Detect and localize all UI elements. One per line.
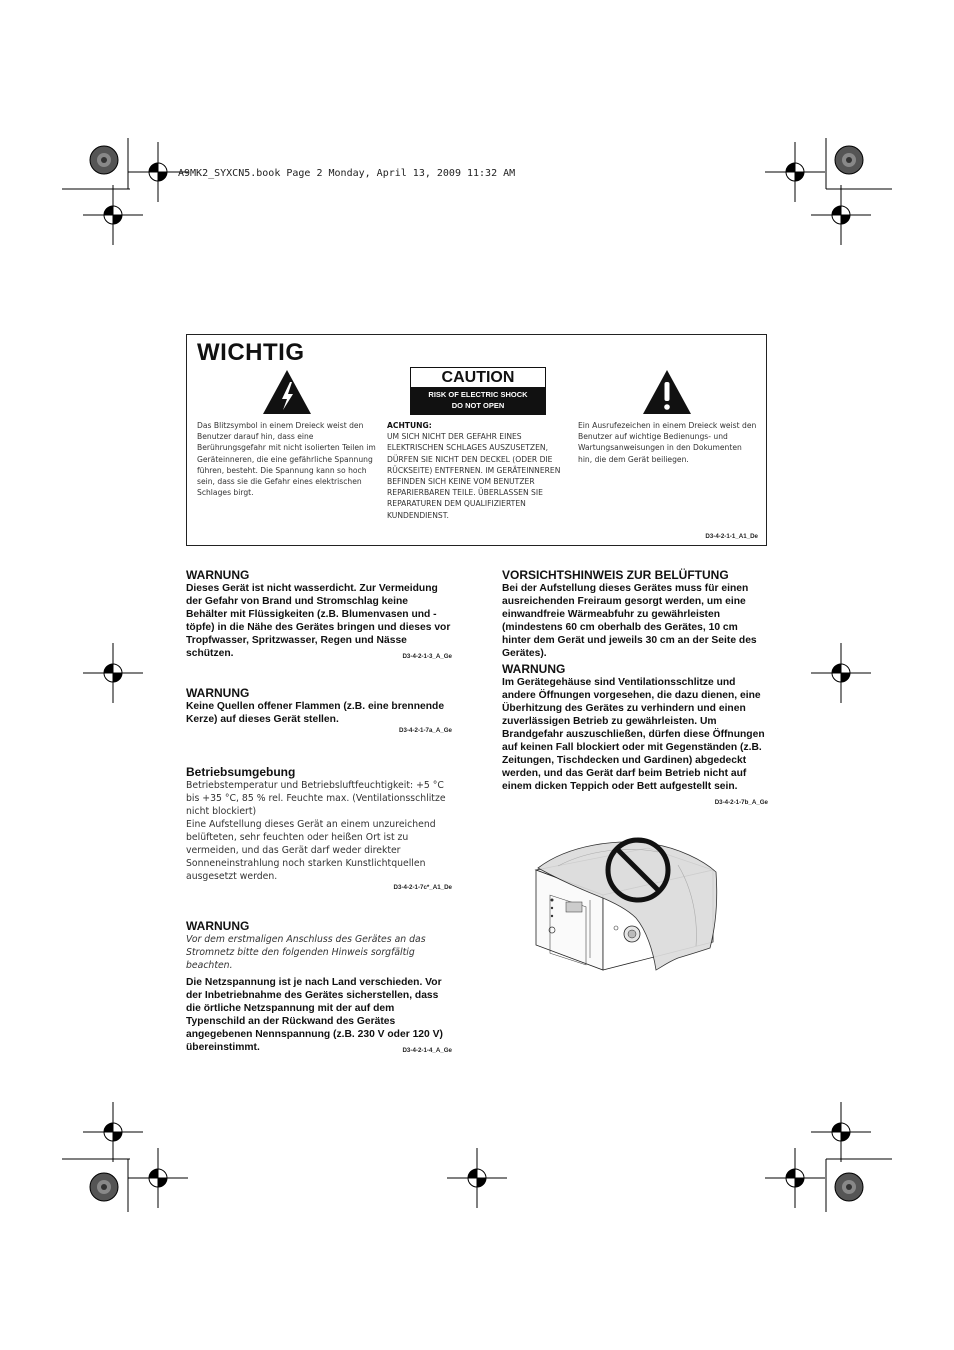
wichtig-title: WICHTIG [197,339,305,366]
achtung-label: ACHTUNG: [387,421,432,430]
section-heading: WARNUNG [186,919,250,933]
caution-subtitle [411,387,545,414]
section-code: D3-4-2-1-7a_A_Ge [399,727,452,734]
section-code: D3-4-2-1-7c*_A1_De [393,884,452,891]
covered-device-illustration [528,830,728,980]
section-code: D3-4-2-1-4_A_Ge [402,1047,452,1054]
section-heading: WARNUNG [186,568,250,582]
section-text-body: Die Netzspannung ist je nach Land verschieden. Vor der Inbetriebnahme des Gerätes sicherstellen, dass die örtliche Netzspannung mit der auf dem Typenschild an der Rückwand des Gerätes angegebenen Nennspannung (z.B. 230 V oder 120 V) übereinstimmt. [186,977,443,1053]
section-warnung-netzspannung [186,919,452,1057]
section-text-2: Eine Aufstellung dieses Gerät an einem unzureichend belüfteten, sehr feuchten oder heißen Ort ist zu vermeiden, und das Gerät darf weder direkter Sonneneinstrahlung noch starken Kunstlichtquellen ausgesetzt werden. [186,819,436,882]
caution-line-2: DO NOT OPEN [451,401,505,410]
caution-line-1: RISK OF ELECTRIC SHOCK [428,390,528,399]
achtung-text: UM SICH NICHT DER GEFAHR EINES ELEKTRISCHEN SCHLAGES AUSZUSETZEN, DÜRFEN SIE NICHT DEN DECKEL (ODER DIE RÜCKSEITE) ENTFERNEN. IM GERÄTEINNEREN BEFINDEN SICH KEINE VOM BENUTZER REPARIERBAREN TEILE. ÜBERLASSEN SIE REPARATUREN DEM QUALIFIZIERTEN KUNDENDIENST. [387,432,561,520]
lightning-explanation: Das Blitzsymbol in einem Dreieck weist den Benutzer darauf hin, dass eine Berührungsgefahr mit nicht isolierten Teilen im Geräteinneren, die eine gefährliche Spannung führen, besteht. Die Spannung kann so hoch sein, dass sie die Gefahr eines elektrischen Schlages birgt. [197,421,376,498]
section-code: D3-4-2-1-7b_A_Ge [714,799,768,806]
section-warnung-flammen [186,686,452,734]
section-heading: WARNUNG [186,686,250,700]
caution-label [410,367,546,415]
section-belueftung [502,568,768,809]
section-warnung-wasser [186,568,452,663]
section-heading: Betriebsumgebung [186,765,296,779]
wichtig-warning-box [186,334,767,546]
exclamation-explanation: Ein Ausrufezeichen in einem Dreieck weist den Benutzer auf wichtige Bedienungs- und Wartungsanweisungen in den Dokumenten hin, die dem Gerät beiliegen. [578,421,757,464]
section-text-body: Im Gerätegehäuse sind Ventilationsschlitze und andere Öffnungen vorgesehen, die dazu dienen, eine Überhitzung des Gerätes zu verhindern und einen zuverlässigen Betrieb zu gewährleisten. Um Brandgefahr auszuschließen, dürfen diese Öffnungen auf keinen Fall blockiert oder mit Gegenständen (z.B. Zeitungen, Tischdecken und Gardinen) abgedeckt werden, und das Gerät darf beim Betrieb nicht auf einem dicken Teppich oder Bett aufgestellt sein. [502,677,765,792]
achtung-block [387,420,567,521]
caution-title: CAUTION [441,369,515,386]
section-text [186,976,452,1054]
print-header-line: A9MK2_SYXCN5.book Page 2 Monday, April 13, 2009 11:32 AM [178,168,516,179]
section-heading: VORSICHTSHINWEIS ZUR BELÜFTUNG [502,568,729,582]
section-text-1: Betriebstemperatur und Betriebsluftfeuchtigkeit: +5 °C bis +35 °C, 85 % rel. Feuchte max. (Ventilationsschlitze nicht blockiert) [186,780,446,817]
wichtig-code: D3-4-2-1-1_A1_De [705,533,758,540]
section-text-body: Dieses Gerät ist nicht wasserdicht. Zur Vermeidung der Gefahr von Brand und Stromschlag keine Behälter mit Flüssigkeiten (z.B. Blumenvasen und -töpfe) in die Nähe des Gerätes bringen und dieses vor Tropfwasser, Spritzwasser, Regen und Nässe schützen. [186,583,451,659]
section-text: Bei der Aufstellung dieses Gerätes muss für einen ausreichenden Freiraum gesorgt werden, um eine einwandfreie Wärmeabfuhr zu gewährleisten (mindestens 60 cm oberhalb des Gerätes, 10 cm hinter dem Gerät und jeweils 30 cm an der Seite des Gerätes). [502,583,757,659]
section-heading-warnung: WARNUNG [502,662,566,676]
exclamation-triangle-icon [642,369,692,415]
lightning-triangle-icon [262,369,312,415]
section-text: Keine Quellen offener Flammen (z.B. eine brennende Kerze) auf dieses Gerät stellen. [186,701,445,725]
section-betriebsumgebung [186,765,452,891]
section-text [186,582,452,660]
section-italic-note: Vor dem erstmaligen Anschluss des Gerätes an das Stromnetz bitte den folgenden Hinweis sorgfältig beachten. [186,934,426,971]
section-code: D3-4-2-1-3_A_Ge [402,653,452,660]
section-text-warnung [502,676,768,806]
